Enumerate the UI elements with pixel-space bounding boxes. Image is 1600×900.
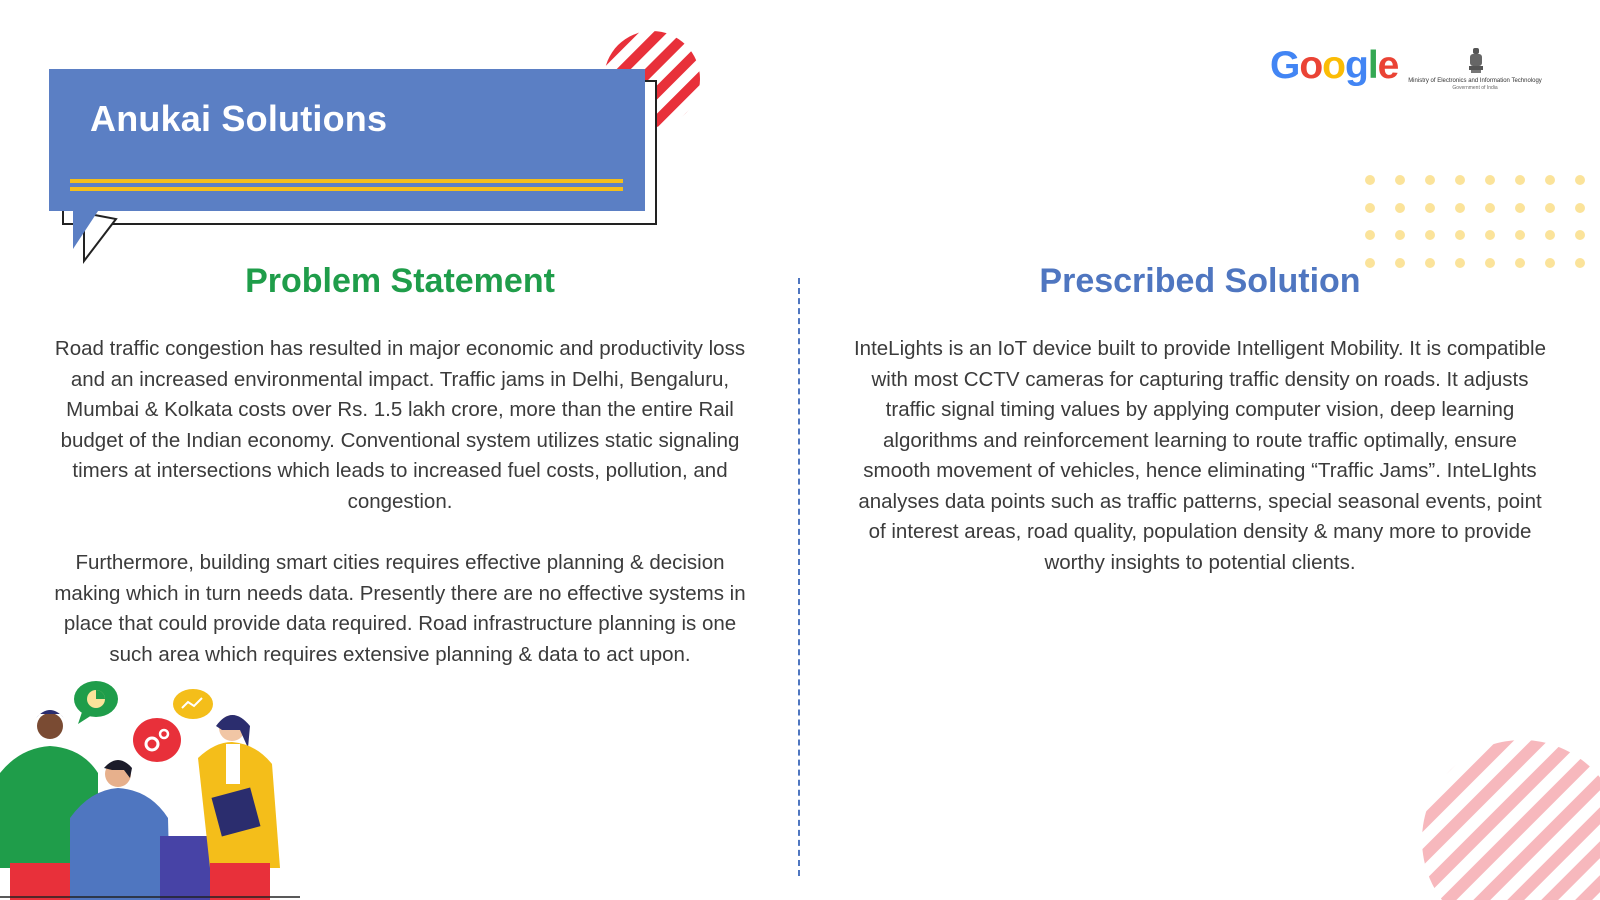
banner-title: Anukai Solutions	[90, 98, 388, 139]
solution-paragraph: InteLights is an IoT device built to provide Intelligent Mobility. It is compatible with most CCTV cameras for capturing traffic density on roads. It adjusts traffic signal timing values by applying computer vision, deep learning algorithms and reinforcement learning to route traffic optimally, ensure smooth movement of vehicles, hence eliminating “Traffic Jams”. InteLIghts analyses data points such as traffic patterns, special seasonal events, point of interest areas, road quality, population density & many more to provide worthy insights to potential clients.	[853, 337, 1547, 574]
google-letter: g	[1345, 44, 1368, 87]
problem-paragraph-2: Furthermore, building smart cities requires effective planning & decision making which in turn needs data. Presently there are no effective systems in place that could provide data required. Road infrastructure planning is one such area which requires extensive planning & data to act upon.	[54, 551, 746, 666]
national-emblem-icon	[1466, 46, 1486, 76]
column-divider	[798, 278, 800, 876]
ministry-name: Ministry of Electronics and Information Technology	[1408, 78, 1542, 84]
google-letter: G	[1270, 44, 1300, 87]
google-letter: l	[1367, 44, 1378, 87]
government-name: Government of India	[1452, 85, 1498, 91]
problem-statement-title: Problem Statement	[245, 262, 555, 300]
google-letter: o	[1322, 44, 1345, 87]
team-discussion-illustration-icon	[0, 678, 310, 900]
prescribed-solution-title: Prescribed Solution	[1039, 262, 1361, 300]
yellow-dot-grid-icon	[1360, 170, 1600, 275]
banner-stripe-top	[70, 179, 623, 183]
banner-stripe-bottom	[70, 187, 623, 191]
pink-striped-circle-icon	[1410, 728, 1600, 900]
problem-paragraph-1: Road traffic congestion has resulted in major economic and productivity loss and an increased environmental impact. Traffic jams in Delhi, Bengaluru, Mumbai & Kolkata costs over Rs. 1.5 lakh crore, more than the entire Rail budget of the Indian economy. Conventional system utilizes static signaling timers at intersections which leads to increased fuel costs, pollution, and congestion.	[54, 337, 746, 513]
speech-tail-shape	[70, 205, 130, 265]
google-letter: e	[1377, 44, 1399, 87]
google-letter: o	[1299, 44, 1323, 87]
google-logo	[1270, 44, 1398, 88]
ministry-logo-text	[1395, 78, 1555, 92]
